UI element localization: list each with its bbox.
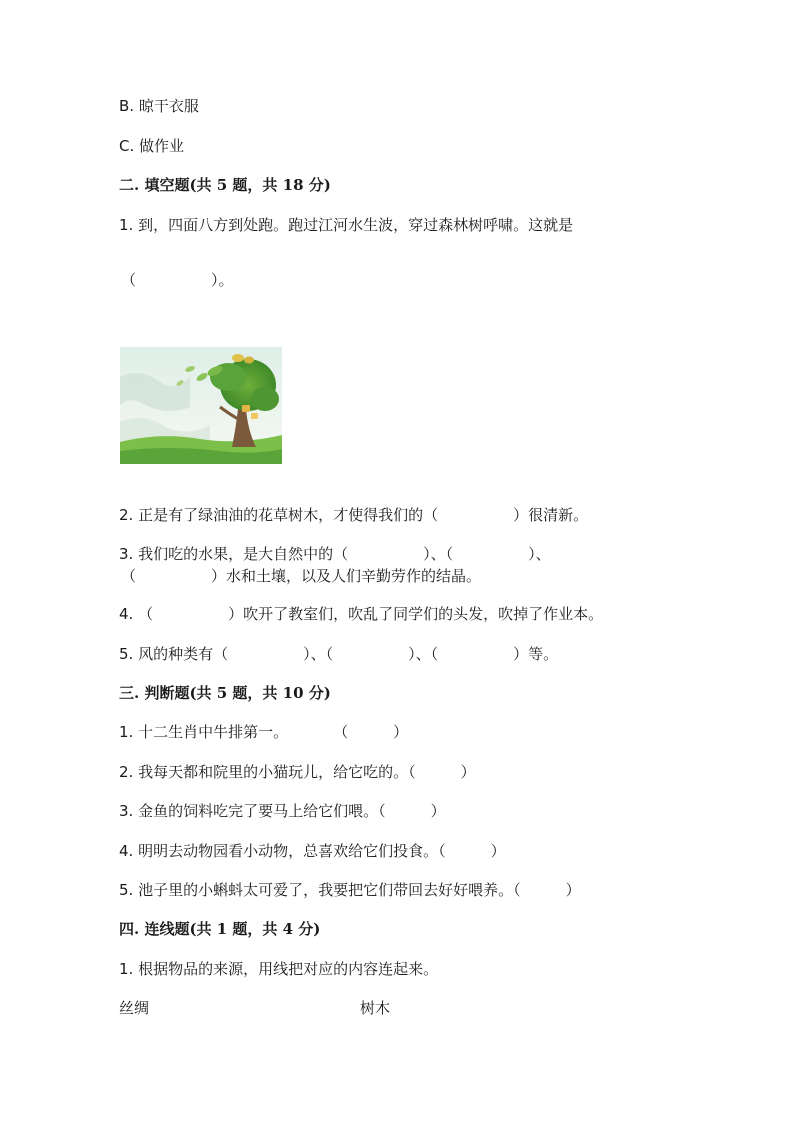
question-3-3: 3. 金鱼的饲料吃完了要马上给它们喂。（ ） [119, 802, 446, 820]
question-3-1: 1. 十二生肖中牛排第一。 （ ） [119, 723, 409, 741]
question-2-1-line2: （ ）。 [121, 271, 234, 289]
question-4-1: 1. 根据物品的来源，用线把对应的内容连起来。 [119, 960, 439, 978]
match-right-item[interactable]: 树木 [360, 999, 391, 1017]
question-3-4: 4. 明明去动物园看小动物，总喜欢给它们投食。（ ） [119, 842, 506, 860]
option-b: B. 晾干衣服 [119, 97, 199, 115]
question-2-4: 4. （ ）吹开了教室们，吹乱了同学们的头发，吹掉了作业本。 [119, 605, 604, 623]
question-2-1-line1: 1. 到，四面八方到处跑。跑过江河水生波，穿过森林树呼啸。这就是 [119, 216, 574, 234]
question-2-2: 2. 正是有了绿油油的花草树木，才使得我们的（ ）很清新。 [119, 506, 589, 524]
section3-heading: 三. 判断题(共 5 题，共 10 分) [119, 684, 331, 702]
question-2-5: 5. 风的种类有（ ）、（ ）、（ ）等。 [119, 645, 559, 663]
question-3-2: 2. 我每天都和院里的小猫玩儿，给它吃的。（ ） [119, 763, 476, 781]
question-2-3-line1: 3. 我们吃的水果，是大自然中的（ ）、（ ）、 [119, 545, 551, 563]
question-2-3-line2: （ ）水和土壤，以及人们辛勤劳作的结晶。 [121, 567, 482, 585]
question-3-5: 5. 池子里的小蝌蚪太可爱了，我要把它们带回去好好喂养。（ ） [119, 881, 581, 899]
section2-heading: 二. 填空题(共 5 题，共 18 分) [119, 176, 331, 194]
section4-heading: 四. 连线题(共 1 题，共 4 分) [119, 920, 321, 938]
option-c: C. 做作业 [119, 137, 185, 155]
match-left-item[interactable]: 丝绸 [119, 999, 150, 1017]
tree-illustration [120, 347, 282, 464]
